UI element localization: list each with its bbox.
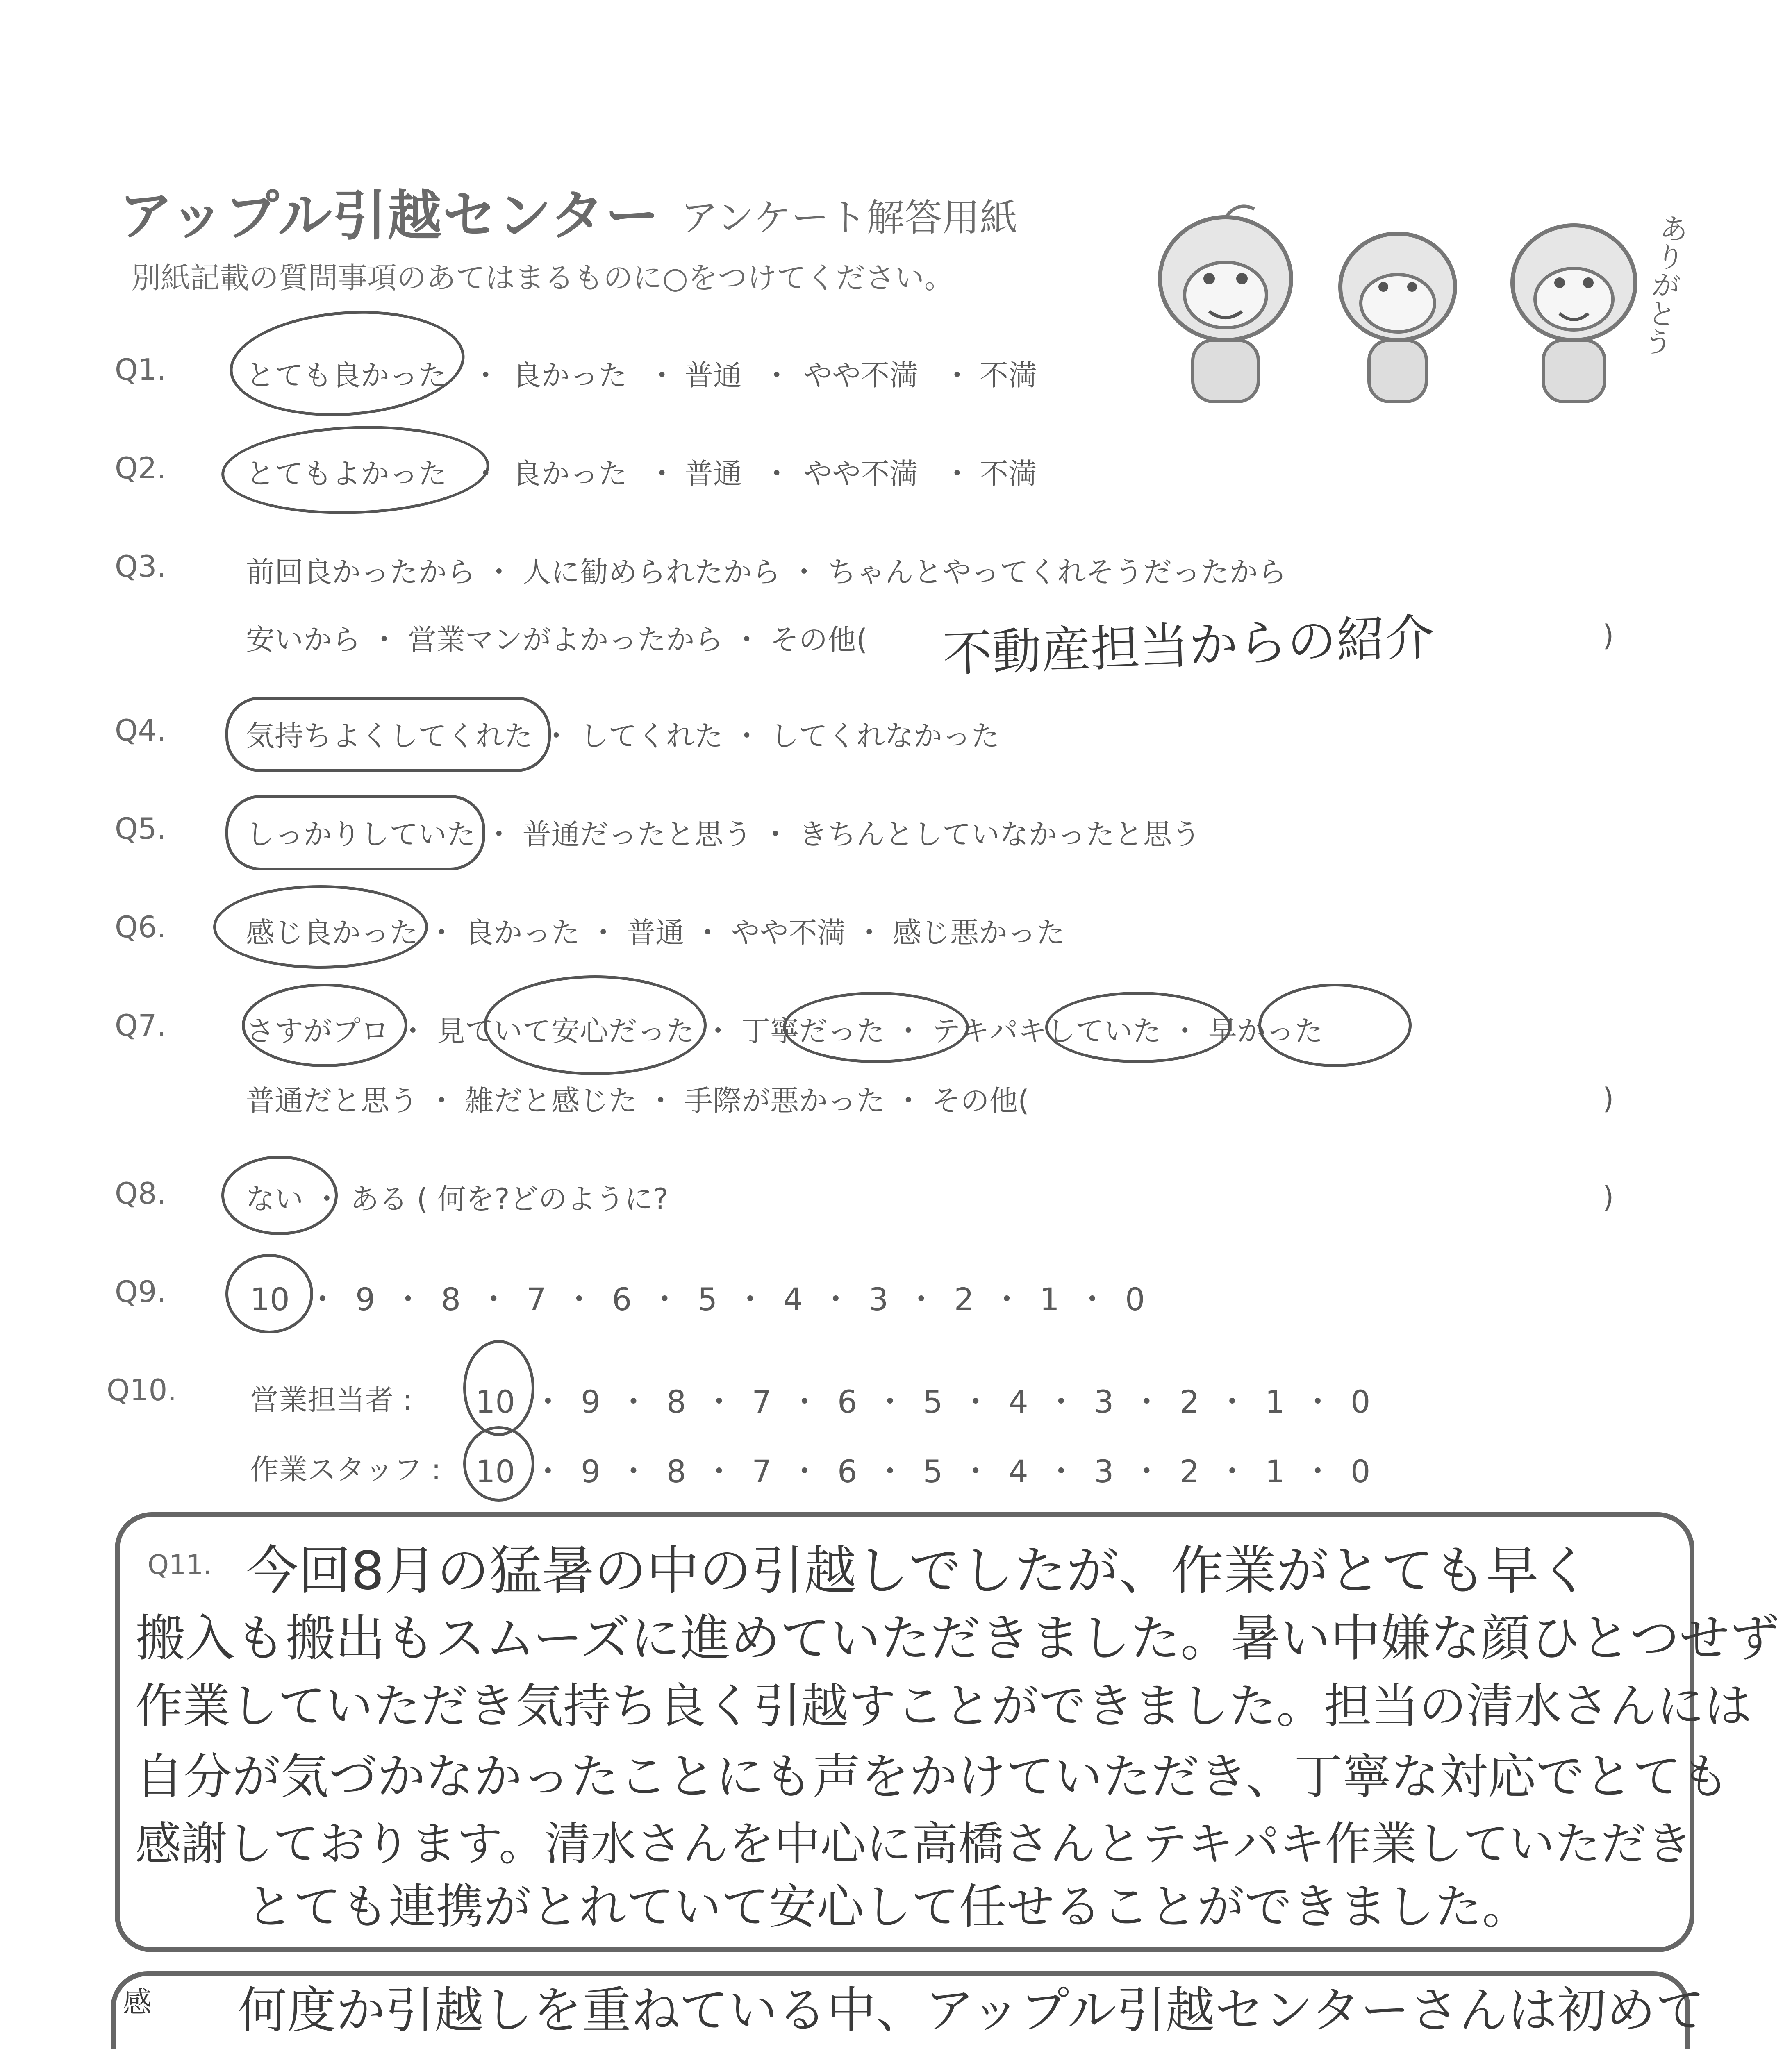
comment-line-1: 何度か引越しを重ねている中、アップル引越センターさんは初めて xyxy=(238,1982,1705,2039)
q11-line-6: とても連携がとれていて安心して任せることができました。 xyxy=(246,1879,1530,1935)
q11-line-3: 作業していただき気持ち良く引越すことができました。担当の清水さんには xyxy=(135,1679,1752,1734)
q1-option-5[interactable]: 不満 xyxy=(980,359,1037,392)
answer-circle xyxy=(242,984,407,1067)
q6-options[interactable]: 感じ良かった ・ 良かった ・ 普通 ・ やや不満 ・ 感じ悪かった xyxy=(246,916,1065,950)
q1-option-2[interactable]: 良かった xyxy=(512,359,627,392)
q2-sep: ・ xyxy=(762,457,791,491)
q11-line-4: 自分が気づかなかったことにも声をかけていただき、丁寧な対応でとても xyxy=(135,1748,1730,1805)
comment-line-2 xyxy=(176,2041,1676,2049)
q10-sales-scale[interactable]: 10 ・ 9 ・ 8 ・ 7 ・ 6 ・ 5 ・ 4 ・ 3 ・ 2 ・ 1 ・ 0 xyxy=(475,1383,1371,1420)
answer-circle xyxy=(220,422,491,519)
q3-number: Q3. xyxy=(115,549,166,584)
q7-close-paren: ) xyxy=(1603,1082,1614,1115)
answer-circle xyxy=(225,697,551,772)
q4-number: Q4. xyxy=(115,713,166,747)
q2-option-1[interactable]: とてもよかった xyxy=(246,457,447,491)
q11-line-5: 感謝しております。清水さんを中心に高橋さんとテキパキ作業していただき xyxy=(135,1817,1693,1871)
q10-sales-label: 営業担当者 : xyxy=(250,1383,412,1417)
q1-sep: ・ xyxy=(762,359,791,392)
answer-circle xyxy=(783,992,969,1063)
q1-sep: ・ xyxy=(471,359,500,392)
answer-circle xyxy=(225,795,485,870)
q2-option-2[interactable]: 良かった xyxy=(512,457,627,491)
answer-circle xyxy=(463,1340,534,1436)
q1-option-3[interactable]: 普通 xyxy=(685,359,742,392)
q2-sep: ・ xyxy=(943,457,971,491)
q8-close-paren: ) xyxy=(1603,1180,1614,1214)
monkey-mascot-icon xyxy=(1312,213,1484,410)
answer-circle xyxy=(1045,992,1231,1063)
q1-sep: ・ xyxy=(943,359,971,392)
q3-options-line1[interactable]: 前回良かったから ・ 人に勧められたから ・ ちゃんとやってくれそうだったから xyxy=(246,555,1287,589)
q7-options-line1[interactable]: さすがプロ ・ 見ていて安心だった ・ 丁寧だった ・ テキパキしていた ・ 早かった xyxy=(246,1014,1324,1048)
thanks-text: ありがとう xyxy=(1637,211,1691,358)
answer-circle xyxy=(463,1426,534,1502)
form-subtitle: アンケート解答用紙 xyxy=(680,196,1018,240)
monkey-mascot-icon xyxy=(1484,205,1664,410)
q1-number: Q1. xyxy=(115,352,166,387)
q5-number: Q5. xyxy=(115,811,166,846)
answer-circle xyxy=(213,885,428,969)
q1-option-4[interactable]: やや不満 xyxy=(803,359,918,392)
instruction-text: 別紙記載の質問事項のあてはまるものに○をつけてください。 xyxy=(131,261,954,295)
q2-option-3[interactable]: 普通 xyxy=(685,457,742,491)
form-title: アップル引越センター xyxy=(119,184,660,248)
q11-line-1: 今回8月の猛暑の中の引越しでしたが、作業がとても早く xyxy=(246,1540,1591,1601)
answer-circle xyxy=(484,975,707,1075)
answer-circle xyxy=(1258,984,1412,1067)
q2-number: Q2. xyxy=(115,451,166,485)
q5-options[interactable]: しっかりしていた ・ 普通だったと思う ・ きちんとしていなかったと思う xyxy=(246,818,1201,851)
q6-number: Q6. xyxy=(115,910,166,944)
q9-scale[interactable]: 10 ・ 9 ・ 8 ・ 7 ・ 6 ・ 5 ・ 4 ・ 3 ・ 2 ・ 1 ・ 0 xyxy=(250,1281,1145,1318)
q3-options-line2[interactable]: 安いから ・ 営業マンがよかったから ・ その他( xyxy=(246,623,868,656)
q3-close-paren: ) xyxy=(1603,619,1614,652)
q2-sep: ・ xyxy=(471,457,500,491)
q2-option-4[interactable]: やや不満 xyxy=(803,457,918,491)
monkey-mascot-icon xyxy=(1131,197,1320,410)
q4-options[interactable]: 気持ちよくしてくれた ・ してくれた ・ してくれなかった xyxy=(246,719,1000,753)
q9-number: Q9. xyxy=(115,1274,166,1309)
q2-sep: ・ xyxy=(648,457,676,491)
answer-circle xyxy=(226,303,468,423)
q11-line-2: 搬入も搬出もスムーズに進めていただきました。暑い中嫌な顔ひとつせず xyxy=(135,1609,1780,1667)
answer-circle xyxy=(221,1156,338,1235)
q1-sep: ・ xyxy=(648,359,676,392)
q1-option-1[interactable]: とても良かった xyxy=(246,359,447,392)
q8-options[interactable]: ない ・ ある ( 何を?どのように? xyxy=(246,1182,669,1216)
q10-number: Q10. xyxy=(107,1373,177,1407)
q10-staff-label: 作業スタッフ : xyxy=(250,1453,441,1486)
q8-number: Q8. xyxy=(115,1176,166,1211)
q2-option-5[interactable]: 不満 xyxy=(980,457,1037,491)
q3-other-answer: 不動産担当からの紹介 xyxy=(942,609,1436,683)
comment-label: 感 xyxy=(123,1985,152,2019)
q10-staff-scale[interactable]: 10 ・ 9 ・ 8 ・ 7 ・ 6 ・ 5 ・ 4 ・ 3 ・ 2 ・ 1 ・ 0 xyxy=(475,1453,1371,1490)
q7-options-line2[interactable]: 普通だと思う ・ 雑だと感じた ・ 手際が悪かった ・ その他( xyxy=(246,1084,1029,1118)
answer-circle xyxy=(225,1254,313,1333)
q11-number: Q11. xyxy=(148,1549,212,1581)
q7-number: Q7. xyxy=(115,1008,166,1043)
